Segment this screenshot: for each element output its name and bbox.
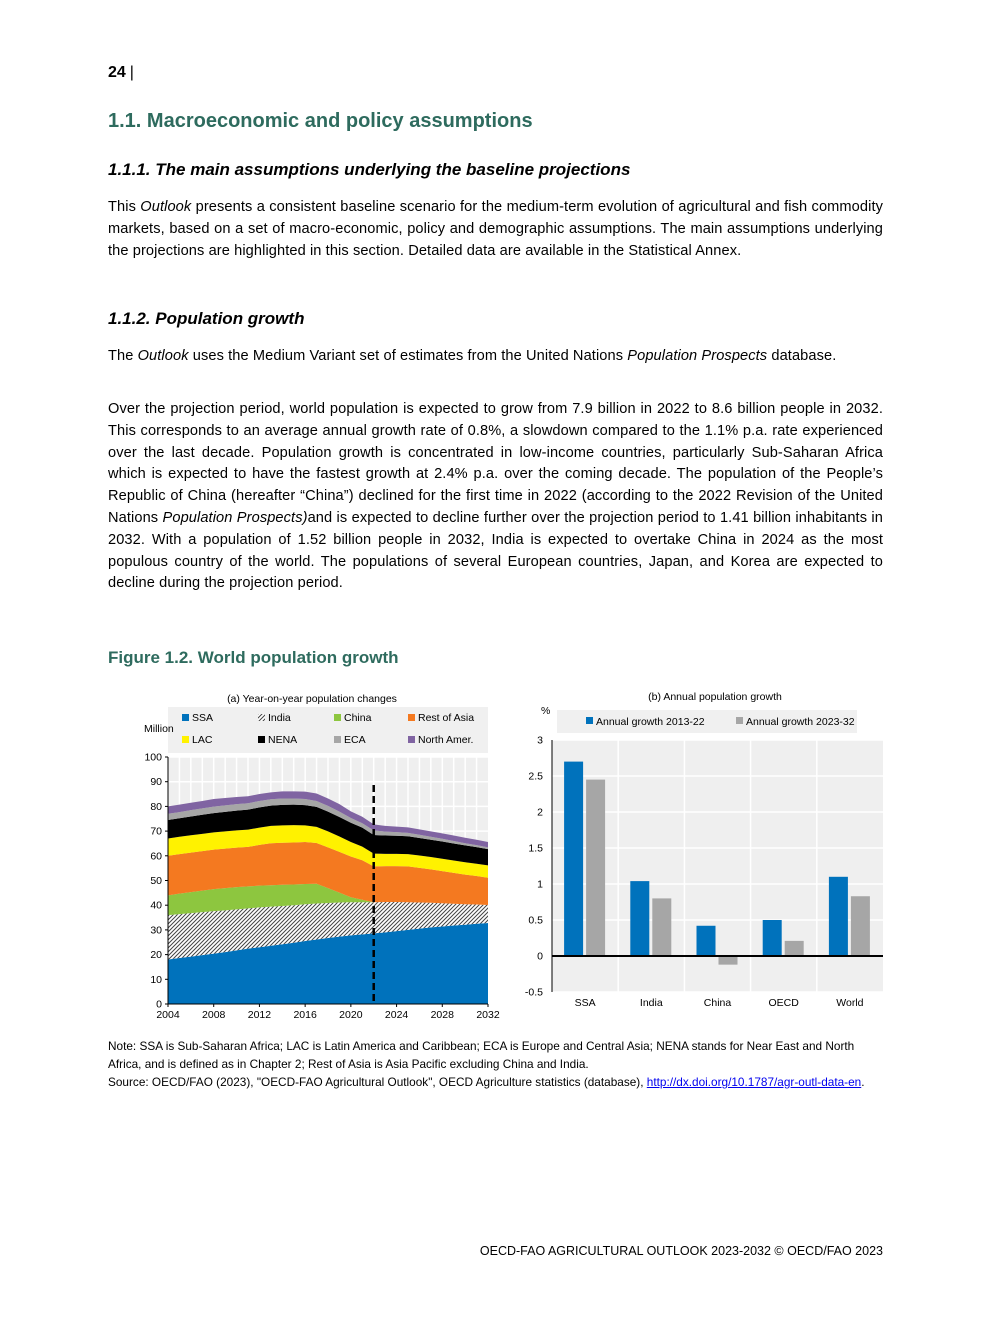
legend-swatch-ssa — [182, 714, 189, 721]
chart-population-changes — [140, 688, 500, 1028]
legend-swatch-eca — [334, 736, 341, 743]
x-tick-label-2020: 2020 — [339, 1009, 363, 1021]
legend-swatch-china — [334, 714, 341, 721]
page-footer: OECD-FAO AGRICULTURAL OUTLOOK 2023-2032 © OECD/FAO 2023 — [479, 1244, 883, 1258]
x-tick-label-2012: 2012 — [247, 1009, 272, 1021]
legend-swatch-nena — [258, 736, 265, 743]
legend-label-annual-growth-2013-22: Annual growth 2013-22 — [596, 716, 705, 728]
legend-swatch-india — [258, 714, 265, 721]
chart-a-title: (a) Year-on-year population changes — [227, 693, 397, 705]
y-tick-label-0: 0 — [156, 998, 162, 1011]
bar-oecd-annual-growth-2023-32 — [785, 941, 804, 956]
x-tick-label-china: China — [703, 997, 732, 1009]
y-tick-label-2-5: 2.5 — [528, 770, 543, 783]
paragraph-population-growth: Over the projection period, world population is expected to grow from 7.9 billion in 2022 to 8.6 billion people in 2032. This corresponds to an average annual growth rate of 0.8%, a slowdown compared to the 1.1% p.a. rate experienced over the last decade. Population growth is concentrated in low-income countries, particularly Sub-Saharan Africa which is expected to have the fastest growth at 2.4% p.a. over the coming decade. The population of the People’s Republic of China (hereafter “China”) declined for the first time in 2022 (according to the 2022 Revision of the United Nations Population Prospects)and is expected to decline further over the projection period to 1.41 billion inhabitants in 2032. With a population of 1.52 billion people in 2032, India is expected to overtake China in 2024 as the most populous country of the world. The populations of several European countries, Japan, and Korea are expected to decline during the projection period. — [108, 401, 883, 592]
y-tick-label-30: 30 — [150, 924, 162, 937]
y-tick-label-100: 100 — [144, 751, 162, 764]
y-tick-label-0-5: -0.5 — [524, 986, 543, 999]
figure-note — [108, 1037, 884, 1091]
legend-label-lac: LAC — [192, 734, 213, 746]
bar-india-annual-growth-2013-22 — [630, 881, 649, 956]
y-tick-label-40: 40 — [150, 899, 162, 912]
subsection-title-assumptions: 1.1.1. The main assumptions underlying the baseline projections — [108, 160, 631, 179]
chart-b-title: (b) Annual population growth — [648, 691, 782, 703]
page-number: 24 | — [108, 64, 134, 81]
x-tick-label-2016: 2016 — [293, 1009, 317, 1021]
y-tick-label-50: 50 — [150, 875, 162, 887]
subsection-title-population: 1.1.2. Population growth — [108, 309, 305, 328]
bar-oecd-annual-growth-2013-22 — [763, 920, 782, 956]
legend-label-north-amer: North Amer. — [418, 734, 474, 746]
x-tick-label-2004: 2004 — [156, 1009, 180, 1021]
figure-source: Source: OECD/FAO (2023), "OECD-FAO Agricultural Outlook", OECD Agriculture statistics (database), http://dx.doi.org/10.1787/agr-outl-data-en. — [108, 1075, 865, 1089]
chart-b-legend — [557, 710, 857, 733]
y-tick-label-0-5: 0.5 — [528, 914, 543, 927]
y-tick-label-0: 0 — [537, 950, 543, 963]
chart-a-ylabel: Million — [144, 723, 174, 735]
x-tick-label-2024: 2024 — [384, 1009, 409, 1021]
bar-world-annual-growth-2023-32 — [851, 896, 870, 956]
legend-swatch-rest-of-asia — [408, 714, 415, 721]
source-link[interactable]: http://dx.doi.org/10.1787/agr-outl-data-en — [646, 1075, 862, 1089]
bar-ssa-annual-growth-2013-22 — [564, 762, 583, 956]
y-tick-label-90: 90 — [150, 776, 162, 789]
y-tick-label-70: 70 — [150, 825, 162, 838]
bar-china-annual-growth-2023-32 — [719, 956, 738, 965]
legend-label-ssa: SSA — [192, 712, 214, 724]
x-tick-label-world: World — [836, 997, 864, 1009]
x-tick-label-2028: 2028 — [430, 1009, 454, 1021]
legend-swatch-lac — [182, 736, 189, 743]
y-tick-label-1-5: 1.5 — [528, 842, 543, 855]
bar-china-annual-growth-2013-22 — [697, 926, 716, 956]
legend-label-annual-growth-2023-32: Annual growth 2023-32 — [746, 716, 855, 728]
legend-label-eca: ECA — [344, 734, 366, 746]
legend-swatch-north-amer — [408, 736, 415, 743]
legend-swatch-annual-growth-2013-22 — [586, 717, 593, 724]
bar-india-annual-growth-2023-32 — [652, 898, 671, 956]
y-tick-label-80: 80 — [150, 800, 162, 813]
x-tick-label-2008: 2008 — [202, 1009, 226, 1021]
chart-a-legend — [168, 707, 488, 753]
y-tick-label-20: 20 — [150, 949, 162, 962]
chart-annual-growth — [515, 686, 890, 1026]
y-tick-label-10: 10 — [150, 973, 162, 986]
y-tick-label-2: 2 — [537, 806, 543, 819]
legend-label-rest-of-asia: Rest of Asia — [418, 712, 475, 724]
section-title: 1.1. Macroeconomic and policy assumptions — [108, 110, 533, 132]
y-tick-label-60: 60 — [150, 850, 162, 863]
x-tick-label-india: India — [639, 997, 663, 1009]
bar-world-annual-growth-2013-22 — [829, 877, 848, 956]
legend-label-india: India — [268, 712, 291, 724]
chart-b-ylabel: % — [541, 705, 551, 717]
y-tick-label-1: 1 — [537, 878, 543, 891]
legend-label-nena: NENA — [268, 734, 298, 746]
bar-ssa-annual-growth-2023-32 — [586, 780, 605, 956]
figure-note-text: Note: SSA is Sub-Saharan Africa; LAC is Latin America and Caribbean; ECA is Europe and Central Asia; NENA stands for Near East and North Africa, and is defined as in Chapter 2; Rest of Asia is Asia Pacific excluding China and India. — [108, 1039, 855, 1071]
x-tick-label-ssa: SSA — [574, 997, 596, 1009]
legend-label-china: China — [344, 712, 372, 724]
legend-swatch-annual-growth-2023-32 — [736, 717, 743, 724]
x-tick-label-2032: 2032 — [476, 1009, 500, 1021]
paragraph-assumptions: This Outlook presents a consistent baseline scenario for the medium-term evolution of agricultural and fish commodity markets, based on a set of macro-economic, policy and demographic assumptions. The main assumptions underlying the projections are highlighted in this section. Detailed data are available in the Statistical Annex. — [108, 199, 884, 259]
page-number-separator: | — [129, 64, 134, 81]
y-tick-label-3: 3 — [537, 734, 543, 747]
figure-title: Figure 1.2. World population growth — [108, 648, 399, 667]
paragraph-population-source: The Outlook uses the Medium Variant set of estimates from the United Nations Population Prospects database. — [108, 348, 837, 364]
x-tick-label-oecd: OECD — [768, 997, 799, 1009]
